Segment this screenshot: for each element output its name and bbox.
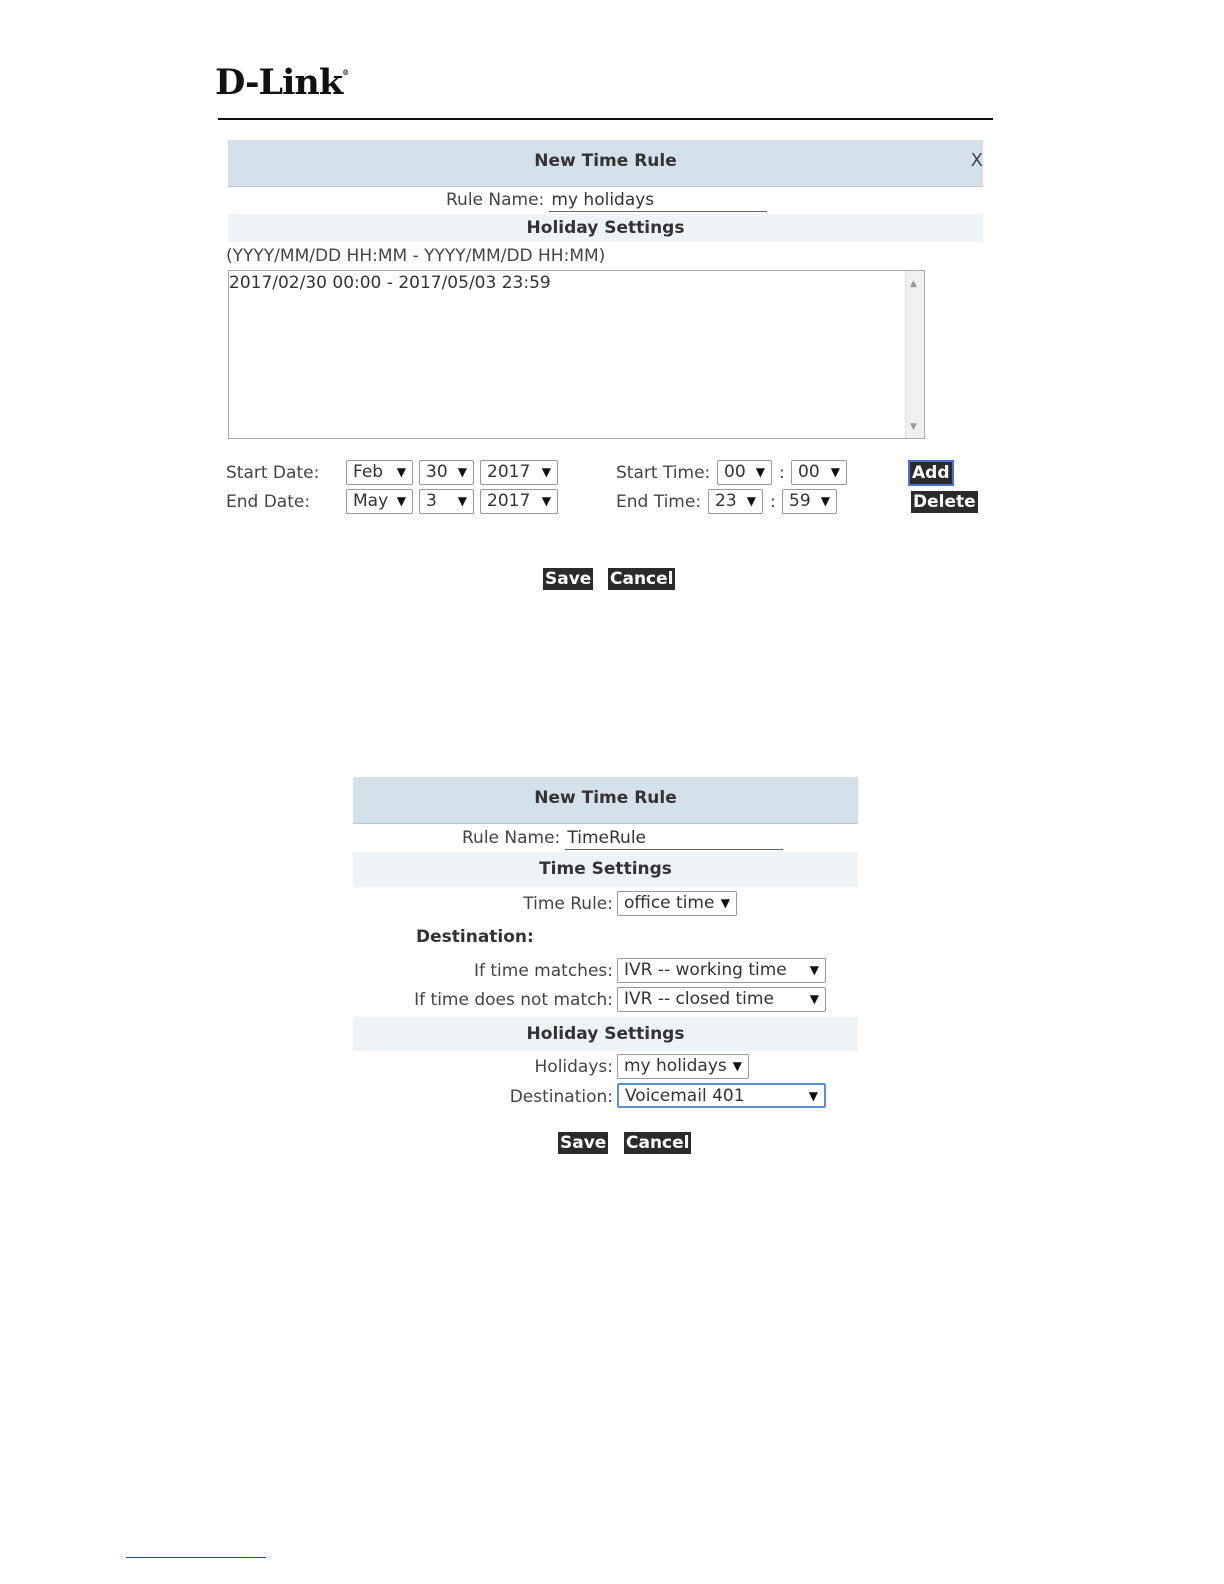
if-time-matches-select[interactable]: IVR -- working time ▼ — [617, 958, 826, 983]
dialog-title-bar — [353, 777, 858, 824]
end-time-label: End Time: — [616, 492, 702, 512]
dlink-logo: D-Link® — [215, 62, 350, 103]
if-time-not-match-select[interactable]: IVR -- closed time ▼ — [617, 987, 826, 1012]
chevron-down-icon: ▼ — [541, 465, 551, 479]
date-format-hint: (YYYY/MM/DD HH:MM - YYYY/MM/DD HH:MM) — [226, 246, 606, 266]
dialog-title: New Time Rule — [534, 151, 677, 171]
end-month-select[interactable]: May ▼ — [346, 489, 413, 514]
end-date-label: End Date: — [226, 492, 311, 512]
chevron-down-icon: ▼ — [755, 465, 765, 479]
rule-name-row — [446, 189, 767, 212]
start-date-label: Start Date: — [226, 463, 320, 483]
holiday-destination-label: Destination: — [509, 1087, 613, 1107]
holidays-label: Holidays: — [534, 1057, 613, 1077]
chevron-down-icon: ▼ — [732, 1059, 742, 1073]
holiday-list-textarea[interactable] — [228, 270, 925, 439]
dialog-title: New Time Rule — [534, 788, 677, 808]
new-time-rule-dialog — [353, 777, 858, 1177]
start-year-select[interactable]: 2017 ▼ — [480, 460, 558, 485]
holiday-destination-select[interactable]: Voicemail 401 ▼ — [617, 1083, 826, 1108]
holiday-entry: 2017/02/30 00:00 - 2017/05/03 23:59 — [229, 273, 551, 293]
if-time-matches-label: If time matches: — [473, 961, 613, 981]
time-colon: : — [770, 492, 776, 512]
chevron-down-icon: ▼ — [820, 494, 830, 508]
add-button[interactable]: Add — [912, 463, 950, 483]
rule-name-row — [462, 827, 783, 850]
start-month-select[interactable]: Feb ▼ — [346, 460, 413, 485]
holiday-settings-header: Holiday Settings — [228, 214, 983, 242]
rule-name-label: Rule Name: — [446, 190, 545, 210]
time-rule-select[interactable]: office time ▼ — [617, 891, 737, 916]
chevron-down-icon: ▼ — [808, 1089, 818, 1103]
scroll-down-icon[interactable]: ▼ — [910, 422, 917, 432]
scroll-up-icon[interactable]: ▲ — [910, 279, 917, 289]
chevron-down-icon: ▼ — [396, 494, 406, 508]
start-minute-select[interactable]: 00 ▼ — [791, 460, 847, 485]
scrollbar[interactable] — [905, 271, 924, 438]
delete-button[interactable]: Delete — [913, 492, 976, 512]
end-day-select[interactable]: 3 ▼ — [419, 489, 474, 514]
rule-name-input[interactable]: my holidays — [549, 189, 767, 212]
chevron-down-icon: ▼ — [809, 963, 819, 977]
end-minute-select[interactable]: 59 ▼ — [782, 489, 837, 514]
destination-heading: Destination: — [416, 927, 534, 947]
holidays-select[interactable]: my holidays ▼ — [617, 1054, 749, 1079]
rule-name-label: Rule Name: — [462, 828, 561, 848]
start-hour-select[interactable]: 00 ▼ — [717, 460, 772, 485]
chevron-down-icon: ▼ — [720, 896, 730, 910]
close-icon[interactable]: X — [970, 150, 983, 171]
cancel-button[interactable]: Cancel — [626, 1133, 690, 1153]
if-time-not-match-label: If time does not match: — [414, 990, 613, 1010]
start-time-label: Start Time: — [616, 463, 711, 483]
chevron-down-icon: ▼ — [809, 992, 819, 1006]
save-button[interactable]: Save — [560, 1133, 607, 1153]
dialog-title-bar — [228, 140, 983, 187]
time-rule-label: Time Rule: — [523, 894, 613, 914]
save-button[interactable]: Save — [545, 569, 592, 589]
new-time-rule-holiday-dialog — [228, 140, 983, 610]
cancel-button[interactable]: Cancel — [610, 569, 674, 589]
end-hour-select[interactable]: 23 ▼ — [708, 489, 763, 514]
header-divider — [218, 118, 993, 120]
rule-name-input[interactable]: TimeRule — [565, 827, 783, 850]
chevron-down-icon: ▼ — [457, 465, 467, 479]
end-year-select[interactable]: 2017 ▼ — [480, 489, 558, 514]
time-settings-header: Time Settings — [353, 852, 858, 887]
chevron-down-icon: ▼ — [746, 494, 756, 508]
chevron-down-icon: ▼ — [396, 465, 406, 479]
chevron-down-icon: ▼ — [830, 465, 840, 479]
time-colon: : — [779, 463, 785, 483]
holiday-settings-header: Holiday Settings — [353, 1017, 858, 1051]
chevron-down-icon: ▼ — [457, 494, 467, 508]
chevron-down-icon: ▼ — [541, 494, 551, 508]
footer-link-underline — [126, 1557, 266, 1558]
start-day-select[interactable]: 30 ▼ — [419, 460, 474, 485]
